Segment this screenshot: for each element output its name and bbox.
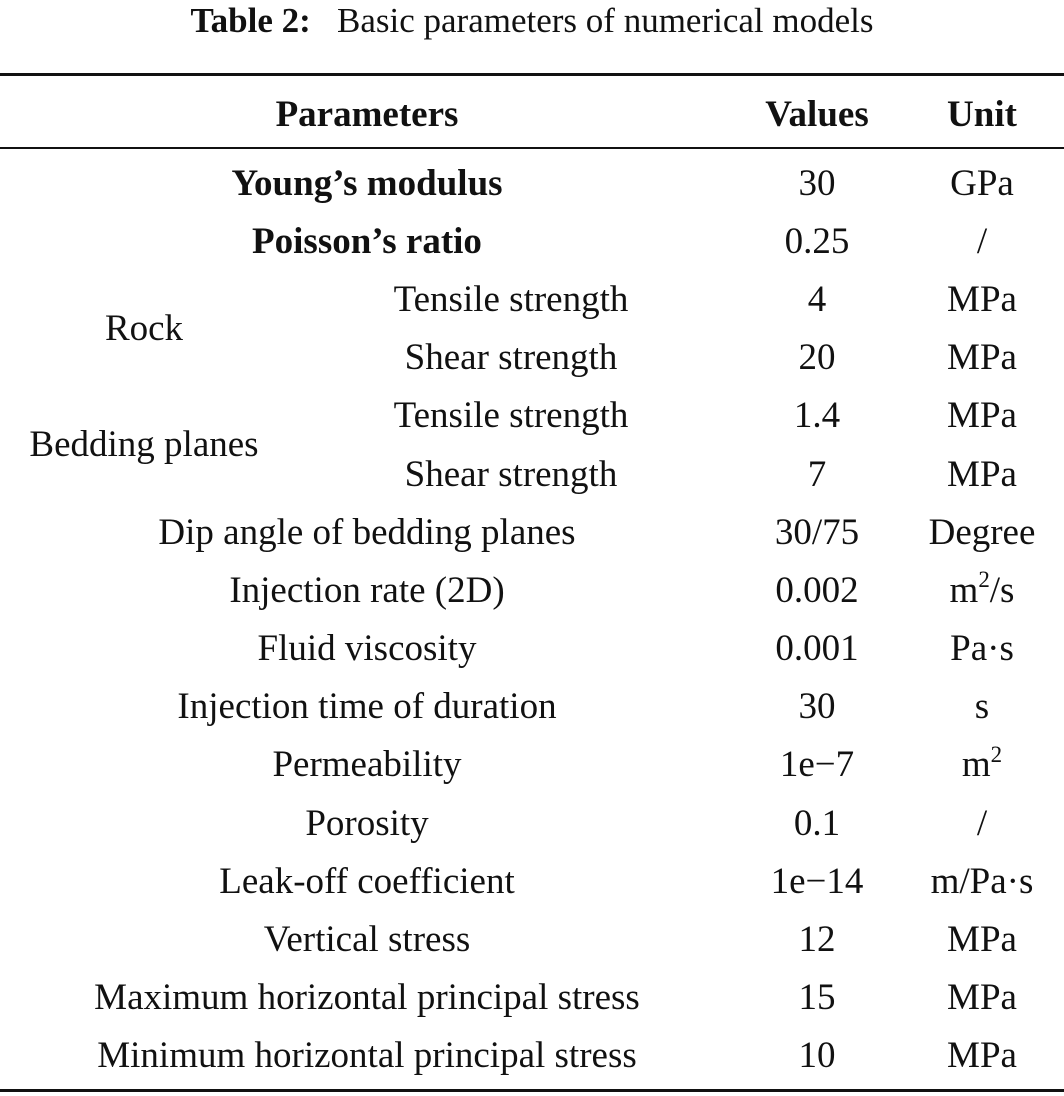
table-row (0, 1027, 1064, 1085)
unit-base: m (949, 569, 979, 611)
unit-cell: Pa·s (950, 628, 1014, 670)
parameter-cell: Dip angle of bedding planes (158, 511, 576, 553)
value-cell: 4 (807, 278, 827, 320)
unit-cell: GPa (950, 162, 1014, 204)
parameter-cell: Maximum horizontal principal stress (94, 977, 640, 1019)
table-row (0, 154, 1064, 212)
parameter-cell: Tensile strength (393, 278, 629, 320)
parameter-cell: Young’s modulus (231, 162, 503, 204)
parameters-table (0, 84, 1064, 1085)
unit-suffix: /s (989, 569, 1015, 611)
parameter-cell: Injection time of duration (177, 686, 557, 728)
unit-cell (900, 561, 1064, 619)
table-row (0, 561, 1064, 619)
parameter-cell: Vertical stress (263, 919, 471, 961)
table-top-rule (0, 73, 1064, 76)
table-header-row (0, 84, 1064, 144)
header-unit: Unit (947, 93, 1017, 135)
header-parameters: Parameters (275, 93, 459, 135)
value-cell: 1e−7 (779, 744, 855, 786)
table-caption-text: Basic parameters of numerical models (337, 1, 874, 40)
unit-cell: MPa (947, 1035, 1017, 1077)
table-row (0, 212, 1064, 270)
parameter-cell: Tensile strength (393, 395, 629, 437)
unit-cell: MPa (947, 395, 1017, 437)
unit-cell: / (976, 802, 988, 844)
unit-cell (900, 736, 1064, 794)
table-bottom-rule (0, 1089, 1064, 1092)
group-cell-bedding-planes: Bedding planes (29, 424, 259, 466)
table-row (0, 503, 1064, 561)
unit-cell: MPa (947, 453, 1017, 495)
parameter-cell: Shear strength (404, 337, 618, 379)
value-cell: 30 (798, 686, 836, 728)
parameter-cell: Shear strength (404, 453, 618, 495)
unit-cell: / (976, 220, 988, 262)
value-cell: 20 (798, 337, 836, 379)
value-cell: 30 (798, 162, 836, 204)
value-cell: 0.001 (775, 628, 859, 670)
parameter-cell: Injection rate (2D) (229, 569, 505, 611)
value-cell: 15 (798, 977, 836, 1019)
value-cell: 0.1 (793, 802, 841, 844)
parameter-cell: Poisson’s ratio (252, 220, 482, 262)
table-row (0, 620, 1064, 678)
table-caption-label: Table 2: (190, 1, 311, 40)
value-cell: 10 (798, 1035, 836, 1077)
value-cell: 12 (798, 919, 836, 961)
table-caption (0, 0, 1064, 42)
table-row (0, 270, 1064, 328)
table-row (0, 678, 1064, 736)
unit-exponent: 2 (990, 742, 1003, 767)
table-row (0, 852, 1064, 910)
value-cell: 1e−14 (770, 860, 864, 902)
table-spacer (0, 144, 1064, 154)
header-values: Values (765, 93, 869, 135)
parameter-cell: Fluid viscosity (257, 628, 477, 670)
value-cell: 30/75 (774, 511, 860, 553)
parameter-cell: Porosity (305, 802, 429, 844)
parameter-cell: Minimum horizontal principal stress (97, 1035, 637, 1077)
table-row (0, 969, 1064, 1027)
unit-cell: s (974, 686, 990, 728)
table-row (0, 736, 1064, 794)
table-row (0, 794, 1064, 852)
group-cell-rock: Rock (104, 308, 184, 350)
unit-cell: MPa (947, 337, 1017, 379)
value-cell: 0.25 (784, 220, 850, 262)
value-cell: 7 (807, 453, 827, 495)
unit-cell: MPa (947, 278, 1017, 320)
unit-cell: MPa (947, 919, 1017, 961)
parameter-cell: Permeability (272, 744, 462, 786)
unit-cell: MPa (947, 977, 1017, 1019)
table-row (0, 910, 1064, 968)
unit-base: m (961, 744, 991, 786)
value-cell: 0.002 (775, 569, 859, 611)
table-row (0, 387, 1064, 445)
unit-cell: Degree (928, 511, 1036, 553)
unit-cell: m/Pa·s (930, 860, 1034, 902)
value-cell: 1.4 (793, 395, 841, 437)
unit-exponent: 2 (978, 567, 990, 593)
parameter-cell: Leak-off coefficient (219, 860, 515, 902)
